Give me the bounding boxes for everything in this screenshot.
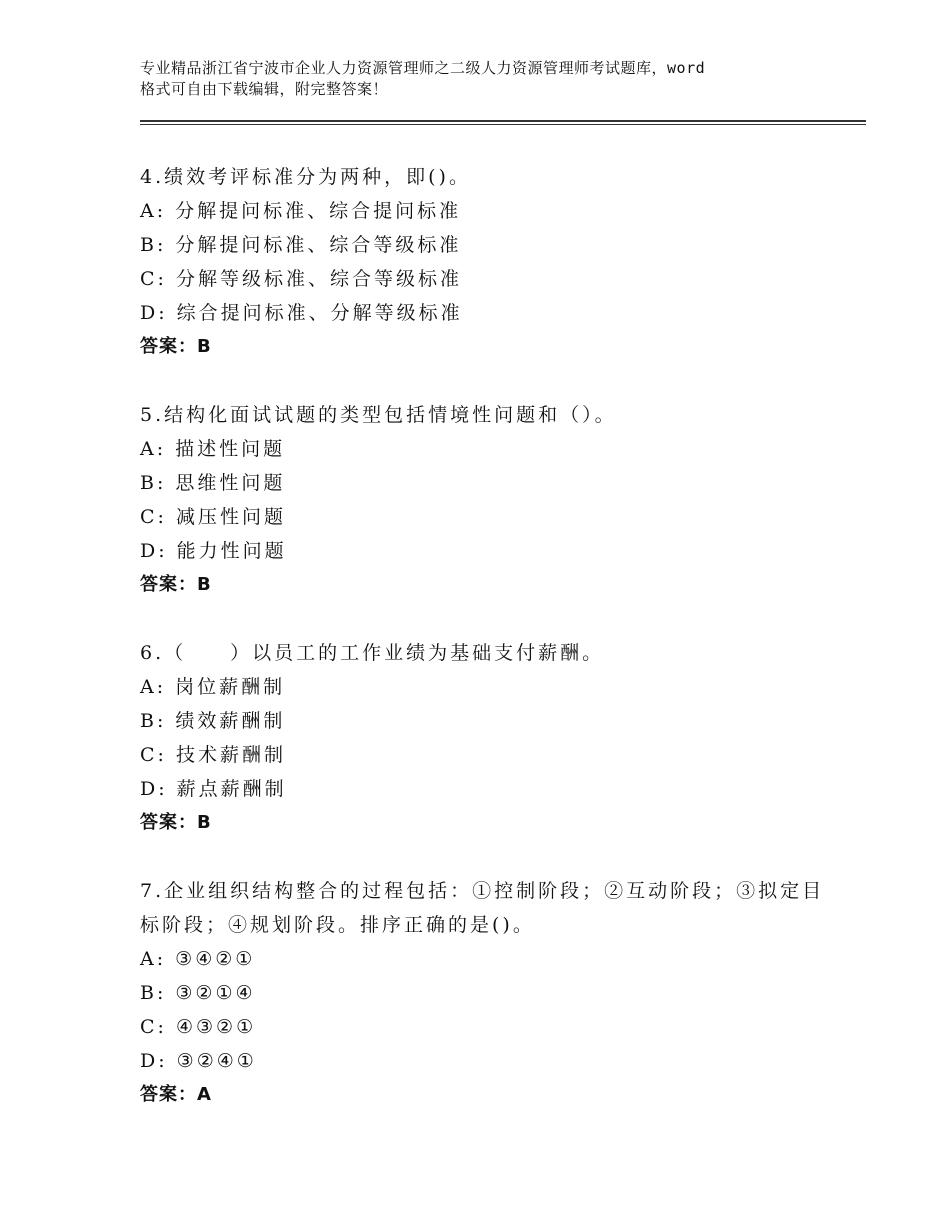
option-a: A: 分解提问标准、综合提问标准 xyxy=(140,200,462,222)
option-d: D: 薪点薪酬制 xyxy=(140,778,287,800)
option-b: B: 分解提问标准、综合等级标准 xyxy=(140,234,462,256)
header-divider-thin xyxy=(140,124,866,125)
option-c: C: 分解等级标准、综合等级标准 xyxy=(140,268,462,290)
option-c: C: ④③②① xyxy=(140,1016,257,1038)
option-d: D: ③②④① xyxy=(140,1050,257,1072)
question-list xyxy=(140,160,840,1146)
option-b: B: ③②①④ xyxy=(140,982,256,1004)
question-5 xyxy=(140,398,840,602)
header-line-2: 格式可自由下载编辑，附完整答案！ xyxy=(140,80,389,98)
question-stem: 5.结构化面试试题的类型包括情境性问题和（）。 xyxy=(140,404,617,426)
question-stem: 4.绩效考评标准分为两种，即()。 xyxy=(140,166,471,188)
option-d: D: 能力性问题 xyxy=(140,540,287,562)
option-a: A: 岗位薪酬制 xyxy=(140,676,286,698)
document-header xyxy=(140,58,840,100)
option-b: B: 绩效薪酬制 xyxy=(140,710,286,732)
answer-label: 答案：B xyxy=(140,812,212,833)
option-a: A: 描述性问题 xyxy=(140,438,286,460)
answer-label: 答案：A xyxy=(140,1084,212,1105)
option-c: C: 减压性问题 xyxy=(140,506,286,528)
answer-label: 答案：B xyxy=(140,336,212,357)
question-stem: 7.企业组织结构整合的过程包括：①控制阶段；②互动阶段；③拟定目标阶段；④规划阶段。排序正确的是()。 xyxy=(140,880,825,936)
option-a: A: ③④②① xyxy=(140,948,256,970)
question-stem: 6.（ ）以员工的工作业绩为基础支付薪酬。 xyxy=(140,642,605,664)
header-divider-thick xyxy=(140,120,866,122)
answer-label: 答案：B xyxy=(140,574,212,595)
option-b: B: 思维性问题 xyxy=(140,472,286,494)
header-line-1: 专业精品浙江省宁波市企业人力资源管理师之二级人力资源管理师考试题库，word xyxy=(140,59,706,77)
option-d: D: 综合提问标准、分解等级标准 xyxy=(140,302,463,324)
question-6 xyxy=(140,636,840,840)
option-c: C: 技术薪酬制 xyxy=(140,744,286,766)
question-4 xyxy=(140,160,840,364)
question-7 xyxy=(140,874,840,1112)
